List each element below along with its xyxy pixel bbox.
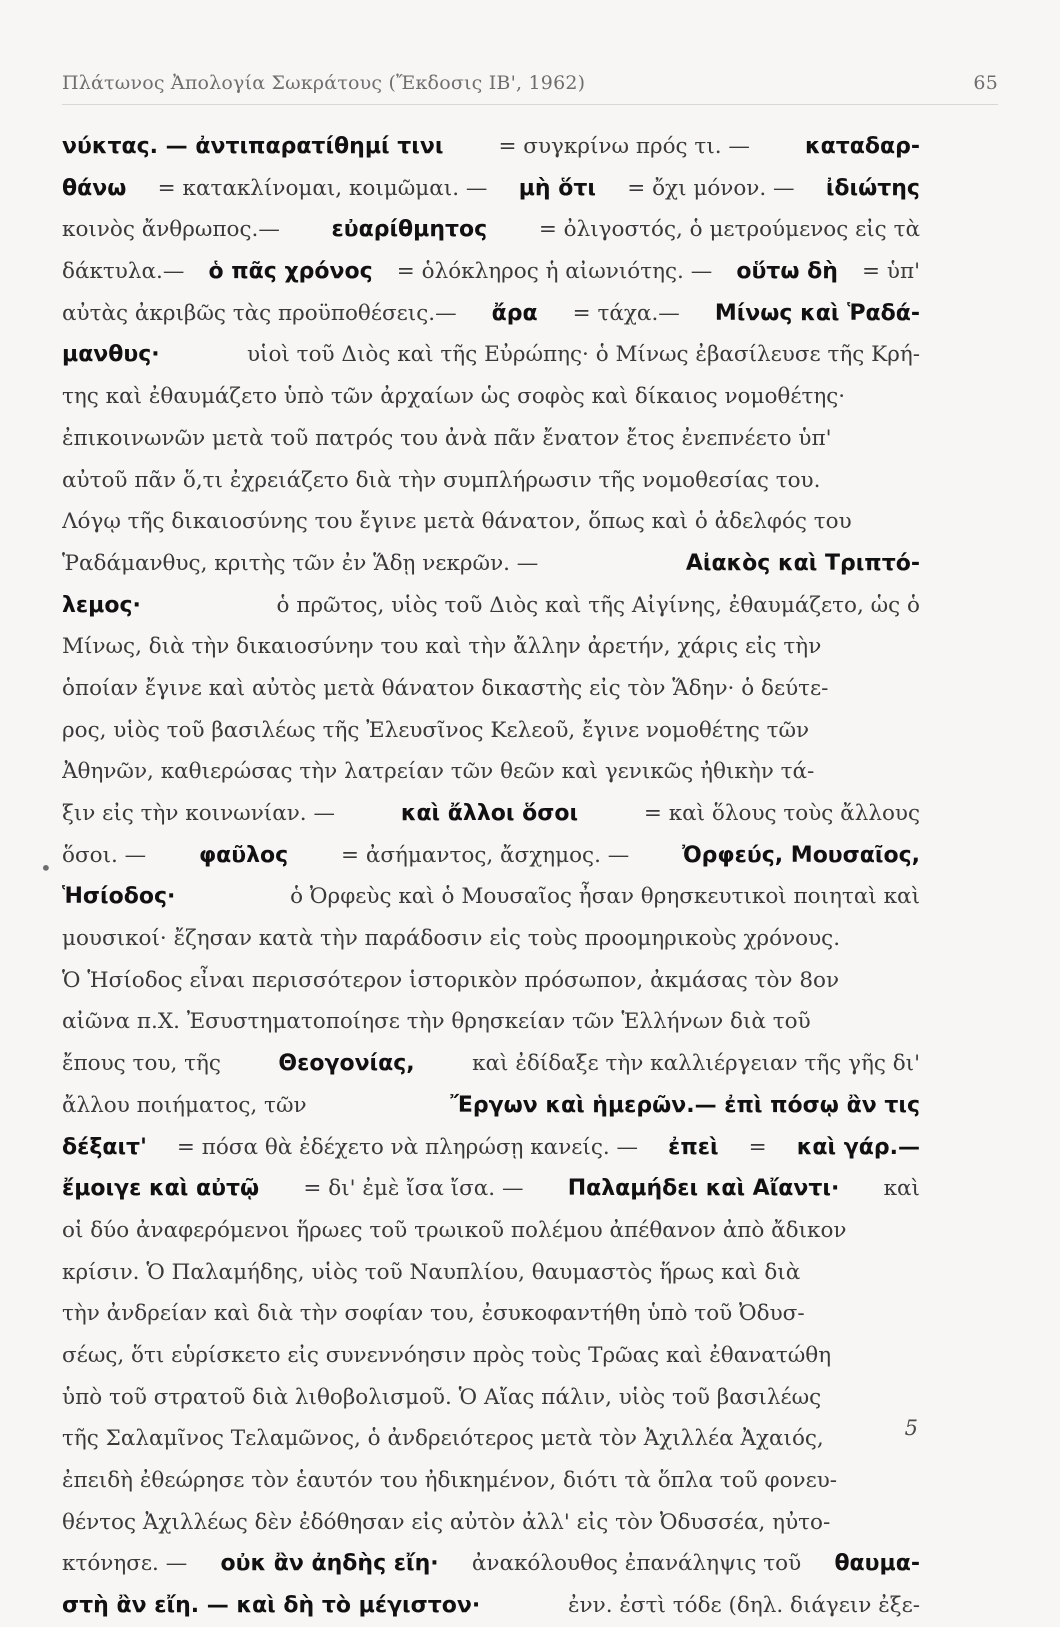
gloss-text: Μίνως, διὰ τὴν δικαιοσύνην του καὶ τὴν ἄλλην ἀρετήν, χάρις εἰς τὴν (62, 634, 822, 660)
lemma-term: Μίνως καὶ Ῥαδά- (714, 300, 920, 326)
gloss-text: καὶ (883, 1176, 920, 1202)
text-line (62, 1210, 920, 1252)
text-line (62, 1001, 920, 1043)
text-line (62, 918, 920, 960)
gloss-text: μουσικοί· ἔζησαν κατὰ τὴν παράδοσιν εἰς τοὺς προομηρικοὺς χρόνους. (62, 926, 841, 952)
text-line (62, 1543, 920, 1585)
lemma-term: ὁ πᾶς χρόνος (208, 259, 373, 285)
text-line (62, 960, 920, 1002)
glossary-body (62, 126, 920, 1627)
running-head (62, 72, 998, 94)
gloss-text: = δι' ἐμὲ ἴσα ἴσα. — (303, 1176, 524, 1202)
text-line (62, 1252, 920, 1294)
lemma-term: Αἰακὸς καὶ Τριπτό- (685, 550, 920, 576)
text-line (62, 1585, 920, 1627)
margin-mark: • (40, 856, 52, 880)
lemma-term: οὕτω δὴ (736, 259, 838, 285)
lemma-term: θαυμα- (834, 1551, 920, 1577)
gloss-text: οἱ δύο ἀναφερόμενοι ἥρωες τοῦ τρωικοῦ πολέμου ἀπέθανον ἀπὸ ἄδικον (62, 1217, 847, 1243)
gloss-text: τὴν ἀνδρείαν καὶ διὰ τὴν σοφίαν του, ἐσυκοφαντήθη ὑπὸ τοῦ Ὀδυσ- (62, 1301, 805, 1327)
gloss-text: = ἀσήμαντος, ἄσχημος. — (341, 842, 630, 868)
text-line (62, 1502, 920, 1544)
gloss-text: σέως, ὅτι εὑρίσκετο εἰς συνεννόησιν πρὸς τοὺς Τρῶας καὶ ἐθανατώθη (62, 1342, 832, 1368)
lemma-term: ἔμοιγε καὶ αὐτῷ (62, 1176, 260, 1202)
text-line (62, 668, 920, 710)
gloss-text: = καὶ ὅλους τοὺς ἄλλους (643, 801, 920, 826)
lemma-term: καὶ ἄλλοι ὅσοι (400, 801, 579, 826)
gloss-text: = συγκρίνω πρός τι. — (498, 134, 750, 159)
gloss-text: κοινὸς ἄνθρωπος.— (62, 217, 280, 243)
lemma-term: Ἔργων καὶ ἡμερῶν.— ἐπὶ πόσῳ ἂν τις (450, 1092, 920, 1118)
lemma-term: θάνω (62, 175, 127, 201)
lemma-term: Ὀρφεύς, Μουσαῖος, (682, 842, 920, 868)
text-line (62, 710, 920, 752)
text-line (62, 251, 920, 293)
text-line (62, 1168, 920, 1210)
text-line (62, 168, 920, 210)
running-head-title: Πλάτωνος Ἀπολογία Σωκράτους (Ἔκδοσις ΙΒ', 1962) (62, 72, 586, 94)
lemma-term: Ἡσίοδος· (62, 884, 176, 910)
text-line (62, 376, 920, 418)
text-line (62, 460, 920, 502)
gloss-text: Ῥαδάμανθυς, κριτὴς τῶν ἐν Ἅδῃ νεκρῶν. — (62, 550, 539, 576)
gloss-text: κρίσιν. Ὁ Παλαμήδης, υἱὸς τοῦ Ναυπλίου, θαυμαστὸς ἥρως καὶ διὰ (62, 1259, 801, 1285)
gloss-text: αὐτὰς ἀκριβῶς τὰς προϋποθέσεις.— (62, 300, 457, 326)
gloss-text: = ὀλιγοστός, ὁ μετρούμενος εἰς τὰ (538, 217, 920, 243)
gloss-text: Ὁ Ἡσίοδος εἶναι περισσότερον ἱστορικὸν πρόσωπον, ἀκμάσας τὸν 8ον (62, 967, 840, 993)
text-line (62, 543, 920, 585)
lemma-term: μανθυς· (62, 342, 160, 368)
lemma-term: φαῦλος (198, 842, 289, 868)
gloss-text: = πόσα θὰ ἐδέχετο νὰ πληρώσῃ κανείς. — (176, 1134, 639, 1160)
lemma-term: Παλαμήδει καὶ Αἴαντι· (567, 1176, 840, 1202)
text-line (62, 1418, 920, 1460)
text-line (62, 1335, 920, 1377)
gloss-text: ὑπὸ τοῦ στρατοῦ διὰ λιθοβολισμοῦ. Ὁ Αἴας πάλιν, υἱὸς τοῦ βασιλέως (62, 1384, 822, 1410)
gloss-text: ἐπικοινωνῶν μετὰ τοῦ πατρός του ἀνὰ πᾶν ἔνατον ἔτος ἐνεπνέετο ὑπ' (62, 425, 832, 451)
text-line (62, 585, 920, 627)
text-line (62, 293, 920, 335)
header-rule (62, 104, 998, 105)
gloss-text: = τάχα.— (572, 300, 680, 326)
lemma-term: νύκτας. — ἀντιπαρατίθημί τινι (62, 134, 444, 159)
lemma-term: καὶ γάρ.— (796, 1134, 920, 1160)
text-line (62, 1127, 920, 1169)
gloss-text: ἄλλου ποιήματος, τῶν (62, 1092, 307, 1118)
text-line (62, 751, 920, 793)
text-line (62, 1460, 920, 1502)
gloss-text: τῆς Σαλαμῖνος Τελαμῶνος, ὁ ἀνδρειότερος μετὰ τὸν Ἀχιλλέα Ἀχαιός, (62, 1426, 824, 1452)
gloss-text: ὁ Ὀρφεὺς καὶ ὁ Μουσαῖος ἦσαν θρησκευτικοὶ ποιηταὶ καὶ (290, 884, 920, 910)
gloss-text: θέντος Ἀχιλλέως δὲν ἐδόθησαν εἰς αὐτὸν ἀλλ' εἰς τὸν Ὀδυσσέα, ηὐτο- (62, 1509, 831, 1535)
gloss-text: ὁποίαν ἔγινε καὶ αὐτὸς μετὰ θάνατον δικαστὴς εἰς τὸν Ἅδην· ὁ δεύτε- (62, 675, 829, 701)
gloss-text: ἐνν. ἐστὶ τόδε (δηλ. διάγειν ἐξε- (568, 1593, 920, 1619)
gloss-text: της καὶ ἐθαυμάζετο ὑπὸ τῶν ἀρχαίων ὡς σοφὸς καὶ δίκαιος νομοθέτης· (62, 384, 846, 410)
gloss-text: = ὑπ' (862, 259, 920, 285)
lemma-term: ἰδιώτης (825, 175, 920, 201)
text-line (62, 209, 920, 251)
text-line (62, 626, 920, 668)
gloss-text: ἀνακόλουθος ἐπανάληψις τοῦ (471, 1551, 802, 1577)
text-line (62, 1085, 920, 1127)
gloss-text: κτόνησε. — (62, 1551, 188, 1577)
lemma-term: καταδαρ- (804, 134, 920, 159)
text-line (62, 1043, 920, 1085)
gloss-text: καὶ ἐδίδαξε τὴν καλλιέργειαν τῆς γῆς δι' (472, 1051, 920, 1077)
text-line (62, 793, 920, 835)
gloss-text: Ἀθηνῶν, καθιερώσας τὴν λατρείαν τῶν θεῶν καὶ γενικῶς ἠθικὴν τά- (62, 759, 815, 785)
gloss-text: ἔπους του, τῆς (62, 1051, 221, 1077)
gloss-text: = ὁλόκληρος ἡ αἰωνιότης. — (396, 259, 713, 285)
gloss-text: Λόγῳ τῆς δικαιοσύνης του ἔγινε μετὰ θάνατον, ὅπως καὶ ὁ ἀδελφός του (62, 509, 852, 535)
gloss-text: = ὄχι μόνον. — (627, 175, 795, 201)
text-line (62, 835, 920, 877)
gloss-text: = (748, 1134, 767, 1160)
lemma-term: λεμος· (62, 592, 141, 618)
gloss-text: αὐτοῦ πᾶν ὅ,τι ἐχρειάζετο διὰ τὴν συμπλήρωσιν τῆς νομοθεσίας του. (62, 467, 821, 493)
lemma-term: στὴ ἂν εἴη. — καὶ δὴ τὸ μέγιστον· (62, 1593, 481, 1619)
text-line (62, 126, 920, 168)
signature-folio: 5 (904, 1416, 918, 1440)
gloss-text: ὅσοι. — (62, 842, 147, 868)
lemma-term: ἄρα (491, 300, 538, 326)
gloss-text: ὁ πρῶτος, υἱὸς τοῦ Διὸς καὶ τῆς Αἰγίνης, ἐθαυμάζετο, ὡς ὁ (276, 592, 920, 618)
running-head-page-number: 65 (973, 72, 998, 94)
lemma-term: μὴ ὅτι (518, 175, 596, 201)
gloss-text: ρος, υἱὸς τοῦ βασιλέως τῆς Ἐλευσῖνος Κελεοῦ, ἔγινε νομοθέτης τῶν (62, 717, 810, 743)
text-line (62, 876, 920, 918)
text-line (62, 334, 920, 376)
text-line (62, 1377, 920, 1419)
lemma-term: οὐκ ἂν ἀηδὴς εἴη· (220, 1551, 439, 1577)
gloss-text: ἐπειδὴ ἐθεώρησε τὸν ἑαυτόν του ἠδικημένον, διότι τὰ ὅπλα τοῦ φονευ- (62, 1468, 838, 1493)
gloss-text: δάκτυλα.— (62, 259, 185, 285)
lemma-term: Θεογονίας, (278, 1051, 415, 1077)
text-line (62, 418, 920, 460)
gloss-text: αἰῶνα π.Χ. Ἐσυστηματοποίησε τὴν θρησκείαν τῶν Ἑλλήνων διὰ τοῦ (62, 1009, 811, 1035)
lemma-term: εὐαρίθμητος (331, 217, 488, 243)
lemma-term: ἐπεὶ (668, 1134, 719, 1160)
text-line (62, 501, 920, 543)
gloss-text: = κατακλίνομαι, κοιμῶμαι. — (157, 175, 488, 201)
gloss-text: υἱοὶ τοῦ Διὸς καὶ τῆς Εὐρώπης· ὁ Μίνως ἐβασίλευσε τῆς Κρή- (246, 342, 920, 368)
text-line (62, 1293, 920, 1335)
lemma-term: δέξαιτ' (62, 1134, 147, 1160)
gloss-text: ξιν εἰς τὴν κοινωνίαν. — (62, 801, 335, 826)
